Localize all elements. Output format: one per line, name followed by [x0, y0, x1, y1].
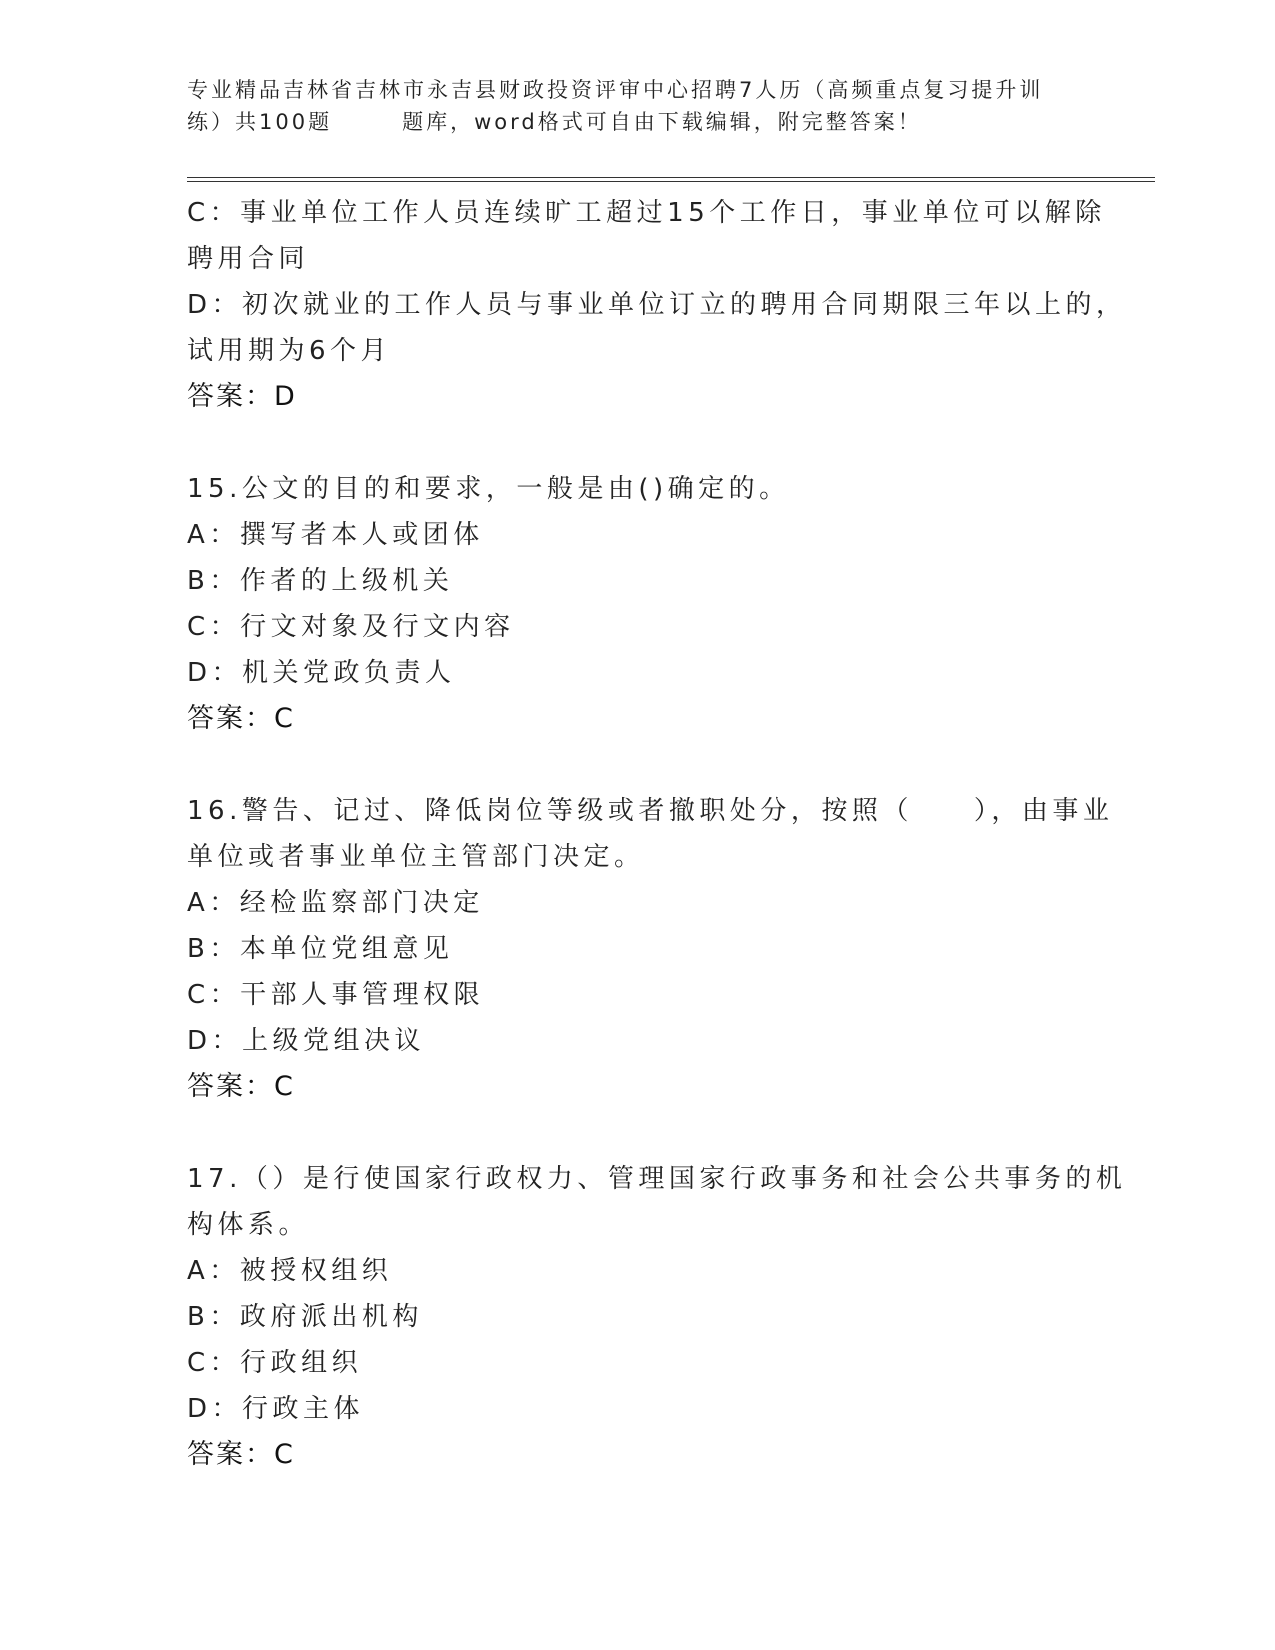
option-d: D：机关党政负责人: [187, 658, 456, 688]
option-c: C：行文对象及行文内容: [187, 612, 515, 642]
question-stem-continued: 构体系。: [187, 1210, 310, 1240]
option-a: A：被授权组织: [187, 1256, 393, 1286]
option-c: C：行政组织: [187, 1348, 363, 1378]
option-a: A：撰写者本人或团体: [187, 520, 484, 550]
previous-question-tail: [187, 190, 1127, 420]
option-b: B：政府派出机构: [187, 1302, 423, 1332]
option-c: C：干部人事管理权限: [187, 980, 485, 1010]
option-b: B：作者的上级机关: [187, 566, 454, 596]
header-title-line2: [187, 106, 1097, 138]
header-rule-top: [187, 177, 1155, 178]
header-title-line2-part2: 题库，word格式可自由下载编辑，附完整答案！: [402, 110, 922, 134]
header-title-line1: 专业精品吉林省吉林市永吉县财政投资评审中心招聘7人历（高频重点复习提升训: [187, 78, 1044, 102]
answer: 答案：C: [187, 1071, 295, 1102]
question-spacer: [187, 1110, 1087, 1156]
option-c-continued: 聘用合同: [187, 244, 310, 274]
page-header: [187, 74, 1097, 138]
answer: 答案：C: [187, 703, 295, 734]
question-list: [187, 190, 1127, 1478]
answer: 答案：C: [187, 1439, 295, 1470]
option-d: D：初次就业的工作人员与事业单位订立的聘用合同期限三年以上的，: [187, 290, 1127, 320]
option-c: C：事业单位工作人员连续旷工超过15个工作日，事业单位可以解除: [187, 198, 1106, 228]
question-stem: 16.警告、记过、降低岗位等级或者撤职处分，按照（ ），由事业: [187, 796, 1114, 826]
question-spacer: [187, 420, 1087, 466]
question-stem: 15.公文的目的和要求，一般是由()确定的。: [187, 474, 790, 504]
question-17: [187, 1156, 1127, 1478]
question-15: [187, 466, 1087, 742]
question-stem-continued: 单位或者事业单位主管部门决定。: [187, 842, 645, 872]
option-d: D：行政主体: [187, 1394, 365, 1424]
option-d-continued: 试用期为6个月: [187, 336, 392, 366]
header-title-line2-part1: 练）共100题: [187, 110, 333, 134]
option-a: A：经检监察部门决定: [187, 888, 484, 918]
answer: 答案：D: [187, 381, 297, 412]
question-16: [187, 788, 1114, 1110]
question-stem: 17.（）是行使国家行政权力、管理国家行政事务和社会公共事务的机: [187, 1164, 1127, 1194]
option-b: B：本单位党组意见: [187, 934, 454, 964]
header-rule-bottom: [187, 181, 1155, 182]
question-spacer: [187, 742, 1087, 788]
option-d: D：上级党组决议: [187, 1026, 426, 1056]
